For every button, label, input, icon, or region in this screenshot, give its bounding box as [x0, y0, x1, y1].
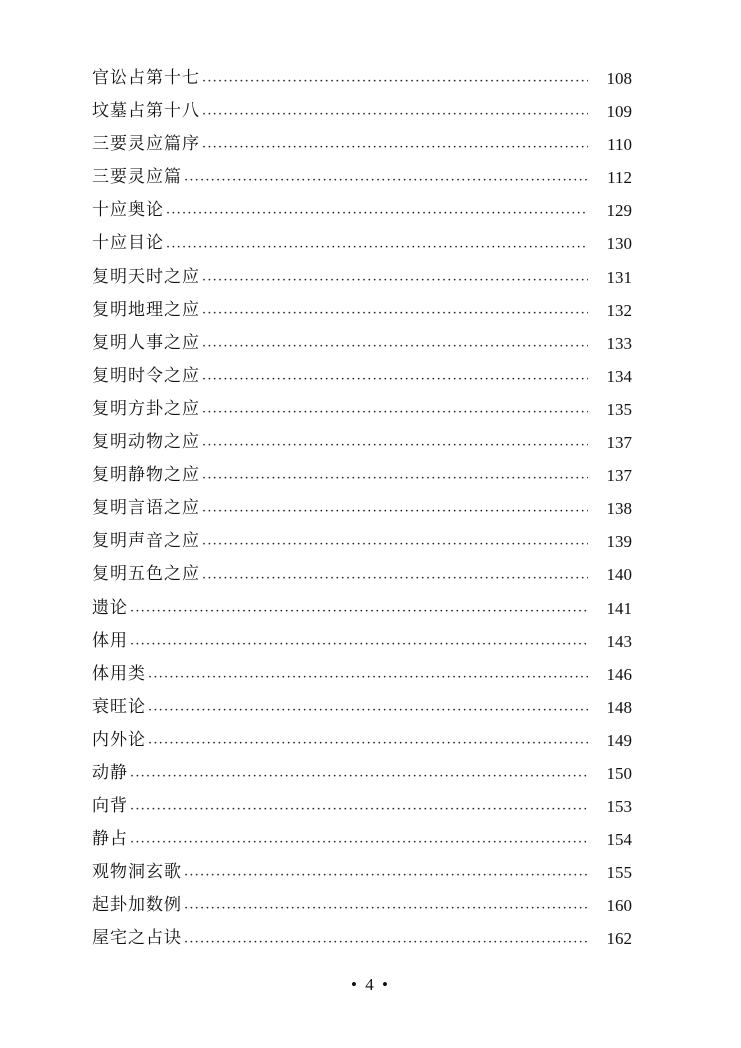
toc-entry [92, 625, 632, 658]
toc-entry-title: 复明方卦之应 [92, 398, 200, 419]
toc-entry [92, 426, 632, 459]
toc-entry [92, 360, 632, 393]
toc-entry [92, 327, 632, 360]
toc-entry [92, 757, 632, 790]
dot-leader [130, 823, 588, 856]
dot-leader [202, 128, 588, 161]
toc-entry-page: 131 [606, 267, 632, 287]
table-of-contents [92, 62, 632, 956]
dot-leader [130, 790, 588, 823]
dot-leader [202, 327, 588, 360]
dot-leader [130, 592, 588, 625]
toc-entry-title: 十应奥论 [92, 200, 164, 221]
toc-entry-page: 139 [606, 532, 632, 552]
toc-entry-page: 160 [606, 896, 632, 916]
toc-entry-page: 137 [606, 433, 632, 453]
toc-entry-page: 135 [606, 399, 632, 419]
dot-leader [130, 757, 588, 790]
toc-entry-page: 112 [607, 168, 632, 188]
toc-entry [92, 227, 632, 260]
toc-entry [92, 823, 632, 856]
toc-entry-title: 复明人事之应 [92, 332, 200, 353]
toc-entry [92, 459, 632, 492]
toc-entry-title: 复明地理之应 [92, 299, 200, 320]
toc-entry-page: 110 [607, 135, 632, 155]
toc-entry [92, 592, 632, 625]
toc-entry-title: 体用类 [92, 663, 146, 684]
toc-entry [92, 393, 632, 426]
toc-entry-page: 130 [606, 234, 632, 254]
toc-entry-page: 148 [606, 697, 632, 717]
toc-entry-page: 146 [606, 664, 632, 684]
toc-entry-page: 132 [606, 300, 632, 320]
dot-leader [166, 194, 588, 227]
toc-entry-title: 官讼占第十七 [92, 68, 200, 88]
toc-entry [92, 525, 632, 558]
toc-entry-title: 复明天时之应 [92, 266, 200, 287]
toc-entry-title: 十应目论 [92, 233, 164, 254]
toc-entry-title: 遗论 [92, 597, 128, 618]
toc-entry-title: 复明动物之应 [92, 432, 200, 453]
toc-entry-page: 108 [606, 69, 632, 88]
dot-leader [184, 161, 588, 194]
toc-entry [92, 856, 632, 889]
dot-leader [202, 459, 588, 492]
toc-entry-page: 143 [606, 631, 632, 651]
dot-leader [202, 426, 588, 459]
dot-leader [184, 922, 588, 955]
toc-entry [92, 161, 632, 194]
dot-leader [184, 856, 588, 889]
toc-entry-page: 140 [606, 565, 632, 585]
dot-leader [130, 625, 588, 658]
toc-entry-page: 109 [606, 102, 632, 122]
dot-leader [202, 62, 588, 95]
toc-entry-page: 141 [606, 598, 632, 618]
toc-entry-page: 134 [606, 366, 632, 386]
toc-entry-title: 复明时令之应 [92, 365, 200, 386]
toc-entry-title: 三要灵应篇 [92, 167, 182, 188]
toc-entry [92, 194, 632, 227]
toc-entry-title: 三要灵应篇序 [92, 134, 200, 155]
dot-leader [202, 261, 588, 294]
page-number: • 4 • [351, 975, 390, 994]
toc-entry-title: 衰旺论 [92, 696, 146, 717]
toc-entry [92, 492, 632, 525]
toc-entry-title: 静占 [92, 829, 128, 850]
toc-entry [92, 95, 632, 128]
toc-entry-title: 体用 [92, 630, 128, 651]
dot-leader [202, 393, 588, 426]
toc-entry-page: 155 [606, 863, 632, 883]
toc-entry-title: 复明声音之应 [92, 531, 200, 552]
toc-entry-page: 153 [606, 797, 632, 817]
toc-entry [92, 889, 632, 922]
toc-entry-title: 内外论 [92, 729, 146, 750]
toc-entry [92, 658, 632, 691]
toc-entry [92, 261, 632, 294]
toc-entry [92, 128, 632, 161]
dot-leader [202, 492, 588, 525]
toc-entry-title: 复明静物之应 [92, 465, 200, 486]
toc-entry [92, 790, 632, 823]
dot-leader [148, 658, 588, 691]
dot-leader [202, 558, 588, 591]
toc-entry-title: 观物洞玄歌 [92, 862, 182, 883]
toc-entry-page: 154 [606, 830, 632, 850]
dot-leader [202, 294, 588, 327]
toc-entry [92, 724, 632, 757]
toc-entry [92, 691, 632, 724]
toc-entry-page: 129 [606, 201, 632, 221]
dot-leader [202, 360, 588, 393]
toc-entry-page: 162 [606, 929, 632, 949]
toc-entry-page: 149 [606, 730, 632, 750]
toc-entry-page: 138 [606, 499, 632, 519]
dot-leader [148, 724, 588, 757]
dot-leader [202, 525, 588, 558]
dot-leader [166, 227, 588, 260]
toc-entry-title: 复明言语之应 [92, 498, 200, 519]
toc-entry [92, 558, 632, 591]
toc-entry-title: 坟墓占第十八 [92, 101, 200, 122]
toc-entry-title: 起卦加数例 [92, 895, 182, 916]
toc-entry-title: 复明五色之应 [92, 564, 200, 585]
toc-entry-page: 133 [606, 333, 632, 353]
dot-leader [148, 691, 588, 724]
toc-entry-page: 137 [606, 466, 632, 486]
toc-entry-title: 屋宅之占诀 [92, 928, 182, 949]
toc-entry-title: 动静 [92, 762, 128, 783]
toc-entry [92, 294, 632, 327]
dot-leader [184, 889, 588, 922]
toc-entry-title: 向背 [92, 796, 128, 817]
toc-entry [92, 62, 632, 95]
dot-leader [202, 95, 588, 128]
toc-entry-page: 150 [606, 763, 632, 783]
toc-entry [92, 922, 632, 955]
